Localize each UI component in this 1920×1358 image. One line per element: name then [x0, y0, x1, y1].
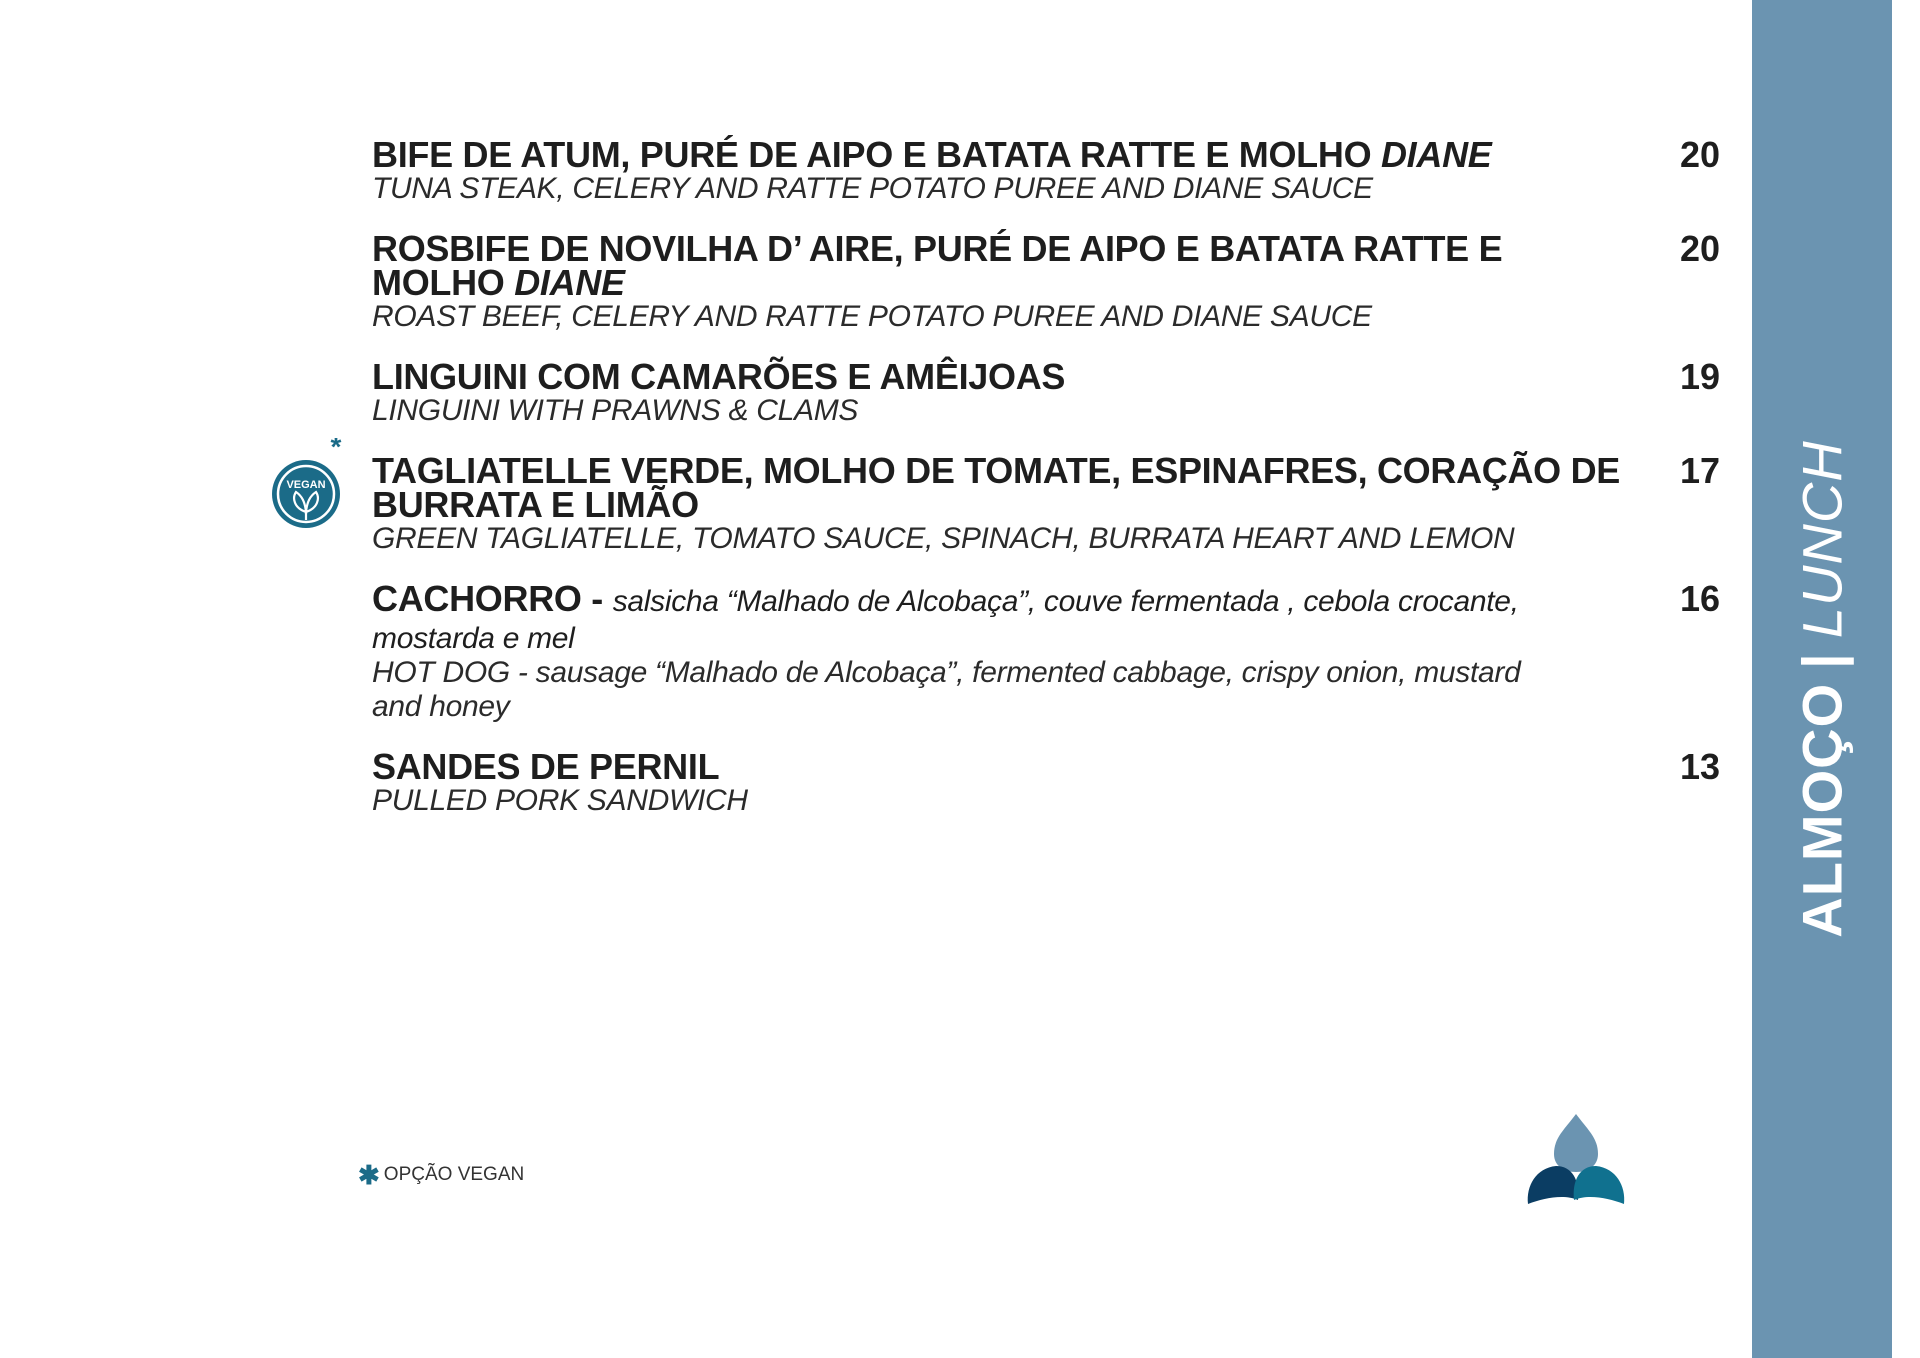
- dish-name-en: PULLED PORK SANDWICH: [372, 784, 748, 817]
- menu-item: [372, 578, 1720, 724]
- dish-name-pt: BIFE DE ATUM, PURÉ DE AIPO E BATATA RATTE E MOLHO DIANE: [372, 134, 1492, 175]
- dish-price: 17: [1679, 450, 1720, 491]
- menu-item: [372, 134, 1720, 206]
- dish-name-en: GREEN TAGLIATELLE, TOMATO SAUCE, SPINACH, BURRATA HEART AND LEMON: [372, 522, 1515, 555]
- dish-price: 20: [1679, 228, 1720, 269]
- dish-name-pt: CACHORRO - salsicha “Malhado de Alcobaça”, couve fermentada , cebola crocante, mostarda e mel: [372, 578, 1519, 655]
- menu-item: [372, 746, 1720, 818]
- vegan-badge-icon: [270, 438, 350, 534]
- section-title-separator: |: [1790, 652, 1854, 669]
- vegan-footnote: [358, 1159, 525, 1190]
- section-sidebar: [1752, 0, 1892, 1358]
- dish-name-pt: ROSBIFE DE NOVILHA D’ AIRE, PURÉ DE AIPO E BATATA RATTE E MOLHO DIANE: [372, 228, 1503, 303]
- section-title-pt: ALMOÇO: [1790, 682, 1854, 938]
- vegan-badge-label: VEGAN: [286, 479, 326, 491]
- brand-logo-icon: [1524, 1110, 1628, 1210]
- dish-description-pt: salsicha “Malhado de Alcobaça”, couve fermentada , cebola crocante, mostarda e mel: [372, 585, 1519, 655]
- section-title: [1790, 440, 1855, 937]
- vegan-star: *: [330, 438, 342, 462]
- dish-name-pt: LINGUINI COM CAMARÕES E AMÊIJOAS: [372, 356, 1066, 397]
- menu-item: [372, 228, 1720, 334]
- dish-price: 16: [1679, 578, 1720, 619]
- dish-price: 20: [1679, 134, 1720, 175]
- dish-name-en: ROAST BEEF, CELERY AND RATTE POTATO PUREE AND DIANE SAUCE: [372, 300, 1372, 333]
- dish-name-pt: TAGLIATELLE VERDE, MOLHO DE TOMATE, ESPINAFRES, CORAÇÃO DE BURRATA E LIMÃO: [372, 450, 1620, 525]
- dish-price: 19: [1679, 356, 1720, 397]
- footnote-text: OPÇÃO VEGAN: [383, 1164, 525, 1185]
- menu-item: [286, 438, 1720, 556]
- dish-name-en: HOT DOG - sausage “Malhado de Alcobaça”, fermented cabbage, crispy onion, mustard and honey: [372, 656, 1521, 723]
- dish-price: 13: [1679, 746, 1720, 787]
- dish-name-pt: SANDES DE PERNIL: [372, 746, 720, 787]
- section-title-en: LUNCH: [1790, 440, 1854, 639]
- dish-name-en: TUNA STEAK, CELERY AND RATTE POTATO PUREE AND DIANE SAUCE: [372, 172, 1373, 205]
- menu-list: [286, 134, 1720, 818]
- dish-name-en: LINGUINI WITH PRAWNS & CLAMS: [372, 394, 859, 427]
- asterisk-icon: ✱: [358, 1159, 380, 1190]
- menu-item: [372, 356, 1720, 428]
